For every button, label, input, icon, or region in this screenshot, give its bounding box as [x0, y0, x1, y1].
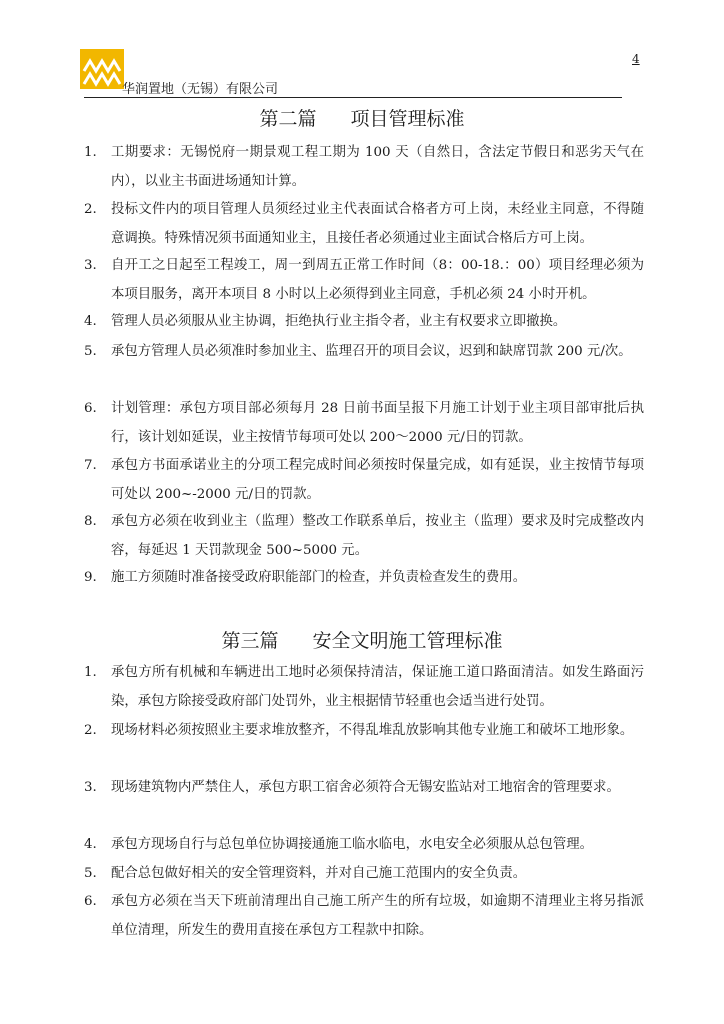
item-text: 承包方所有机械和车辆进出工地时必须保持清洁，保证施工道口路面清洁。如发生路面污染，承包方除接受政府部门处罚外，业主根据情节轻重也会适当进行处罚。 [111, 665, 644, 709]
item-text: 承包方必须在当天下班前清理出自己施工所产生的所有垃圾，如逾期不清理业主将另指派单位清理，所发生的费用直接在承包方工程款中扣除。 [111, 894, 644, 938]
section-number: 第三篇 [221, 630, 279, 652]
list-item [84, 337, 644, 366]
list-item [84, 507, 644, 565]
item-number: 6. [84, 894, 97, 909]
item-number: 4. [84, 837, 97, 852]
list-item [84, 859, 644, 888]
list-item [84, 658, 644, 716]
list-item [84, 307, 644, 336]
item-text: 承包方现场自行与总包单位协调接通施工临水临电，水电安全必须服从总包管理。 [111, 837, 594, 852]
list-item [84, 773, 644, 802]
list-item [84, 251, 644, 309]
section-number: 第二篇 [259, 108, 317, 130]
list-item [84, 451, 644, 509]
item-text: 管理人员必须服从业主协调，拒绝执行业主指令者，业主有权要求立即撤换。 [111, 314, 567, 329]
section-heading-2 [0, 104, 724, 131]
section-title: 安全文明施工管理标准 [312, 630, 503, 652]
item-text: 承包方必须在收到业主（监理）整改工作联系单后，按业主（监理）要求及时完成整改内容，每延迟 1 天罚款现金 500~5000 元。 [111, 514, 644, 558]
page-number: 4 [632, 52, 640, 66]
item-text: 施工方须随时准备接受政府职能部门的检查，并负责检查发生的费用。 [111, 570, 527, 585]
item-text: 配合总包做好相关的安全管理资料，并对自己施工范围内的安全负责。 [111, 866, 527, 881]
header-divider [84, 97, 622, 98]
item-text: 计划管理：承包方项目部必须每月 28 日前书面呈报下月施工计划于业主项目部审批后执行，该计划如延误，业主按情节每项可处以 200～2000 元/日的罚款。 [111, 401, 644, 445]
item-number: 6. [84, 401, 97, 416]
list-item [84, 887, 644, 945]
section-title: 项目管理标准 [350, 108, 465, 130]
item-text: 现场材料必须按照业主要求堆放整齐，不得乱堆乱放影响其他专业施工和破坏工地形象。 [111, 723, 634, 738]
item-number: 4. [84, 314, 97, 329]
section-heading-3 [0, 626, 724, 653]
item-number: 1. [84, 665, 97, 680]
item-text: 自开工之日起至工程竣工，周一到周五正常工作时间（8：00-18.：00）项目经理必须为本项目服务，离开本项目 8 小时以上必须得到业主同意，手机必须 24 小时开机。 [111, 258, 644, 302]
list-item [84, 563, 644, 592]
list-item [84, 394, 644, 452]
item-number: 1. [84, 145, 97, 160]
item-number: 3. [84, 780, 97, 795]
item-text: 投标文件内的项目管理人员须经过业主代表面试合格者方可上岗，未经业主同意，不得随意调换。特殊情况须书面通知业主，且接任者必须通过业主面试合格后方可上岗。 [111, 202, 644, 246]
company-logo [80, 49, 124, 89]
item-number: 9. [84, 570, 97, 585]
item-text: 现场建筑物内严禁住人，承包方职工宿舍必须符合无锡安监站对工地宿舍的管理要求。 [111, 780, 620, 795]
list-item [84, 195, 644, 253]
item-number: 5. [84, 866, 97, 881]
list-item [84, 830, 644, 859]
item-text: 承包方书面承诺业主的分项工程完成时间必须按时保量完成，如有延误，业主按情节每项可处以 200~-2000 元/日的罚款。 [111, 458, 644, 502]
item-number: 3. [84, 258, 97, 273]
list-item [84, 138, 644, 196]
item-number: 5. [84, 344, 97, 359]
list-item [84, 716, 644, 745]
item-number: 2. [84, 723, 97, 738]
item-number: 8. [84, 514, 97, 529]
company-name: 华润置地（无锡）有限公司 [122, 82, 279, 97]
item-text: 工期要求：无锡悦府一期景观工程工期为 100 天（自然日，含法定节假日和恶劣天气在内），以业主书面进场通知计算。 [111, 145, 644, 189]
item-number: 2. [84, 202, 97, 217]
item-number: 7. [84, 458, 97, 473]
item-text: 承包方管理人员必须准时参加业主、监理召开的项目会议，迟到和缺席罚款 200 元/次。 [111, 344, 632, 359]
